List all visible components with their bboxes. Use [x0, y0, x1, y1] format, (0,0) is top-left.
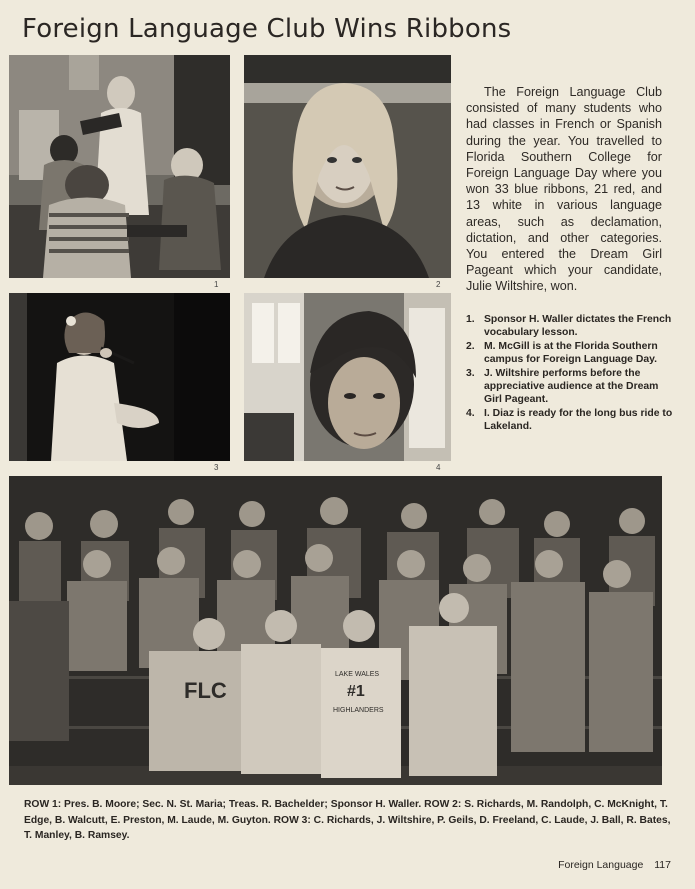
caption-number: 4. [466, 407, 475, 419]
shirt-text-lake-wales: LAKE WALES [335, 671, 380, 678]
photo-number: 1 [214, 280, 219, 289]
photo-stage-performance [9, 293, 230, 461]
photo-number: 4 [436, 463, 441, 472]
caption-item [466, 340, 676, 366]
photo-number: 3 [214, 463, 219, 472]
shirt-text-highlanders: HIGHLANDERS [333, 707, 384, 714]
caption-item [466, 367, 676, 407]
group-photo-caption: ROW 1: Pres. B. Moore; Sec. N. St. Maria; Treas. R. Bachelder; Sponsor H. Waller. ROW 2: S. Richards, M. Randolph, C. McKnight, T. Edge, B. Walcutt, E. Preston, M. Laude, M. Guyton. ROW 3: C. Richards, J. Wiltshire, P. Geils, D. Freeland, C. Laude, J. Ball, R. Bates, T. Manley, B. Ramsey. [24, 799, 671, 841]
shirt-text-number: #1 [347, 683, 365, 700]
photo-group [9, 476, 662, 785]
caption-number: 2. [466, 340, 475, 352]
caption-item [466, 407, 676, 433]
caption-text: J. Wiltshire performs before the appreciative audience at the Dream Girl Pageant. [484, 367, 659, 406]
photo-number: 2 [436, 280, 441, 289]
page-title: Foreign Language Club Wins Ribbons [22, 14, 512, 44]
caption-item [466, 313, 676, 339]
photo-classroom [9, 55, 230, 278]
photo-portrait-window [244, 293, 451, 461]
shirt-text-flc: FLC [184, 678, 227, 703]
caption-number: 1. [466, 314, 475, 325]
page-number: 117 [654, 859, 671, 871]
article-body: The Foreign Language Club consisted of many students who had classes in French or Spanish during the year. You travelled to Florida Southern College for Foreign Language Day where you won 33 blue ribbons, 21 red, and 13 white in various language areas, such as declamation, dictation, and other categories. You entered the Dream Girl Pageant which your candidate, Julie Wiltshire, won. [466, 85, 662, 294]
page-footer [550, 859, 671, 871]
footer-section: Foreign Language [558, 859, 644, 871]
caption-text: Sponsor H. Waller dictates the French vocabulary lesson. [484, 314, 672, 339]
caption-text: I. Diaz is ready for the long bus ride to Lakeland. [484, 407, 673, 433]
photo-portrait-outdoors [244, 55, 451, 278]
caption-number: 3. [466, 367, 475, 379]
caption-text: M. McGill is at the Florida Southern campus for Foreign Language Day. [484, 340, 658, 366]
photo-captions [466, 313, 676, 434]
